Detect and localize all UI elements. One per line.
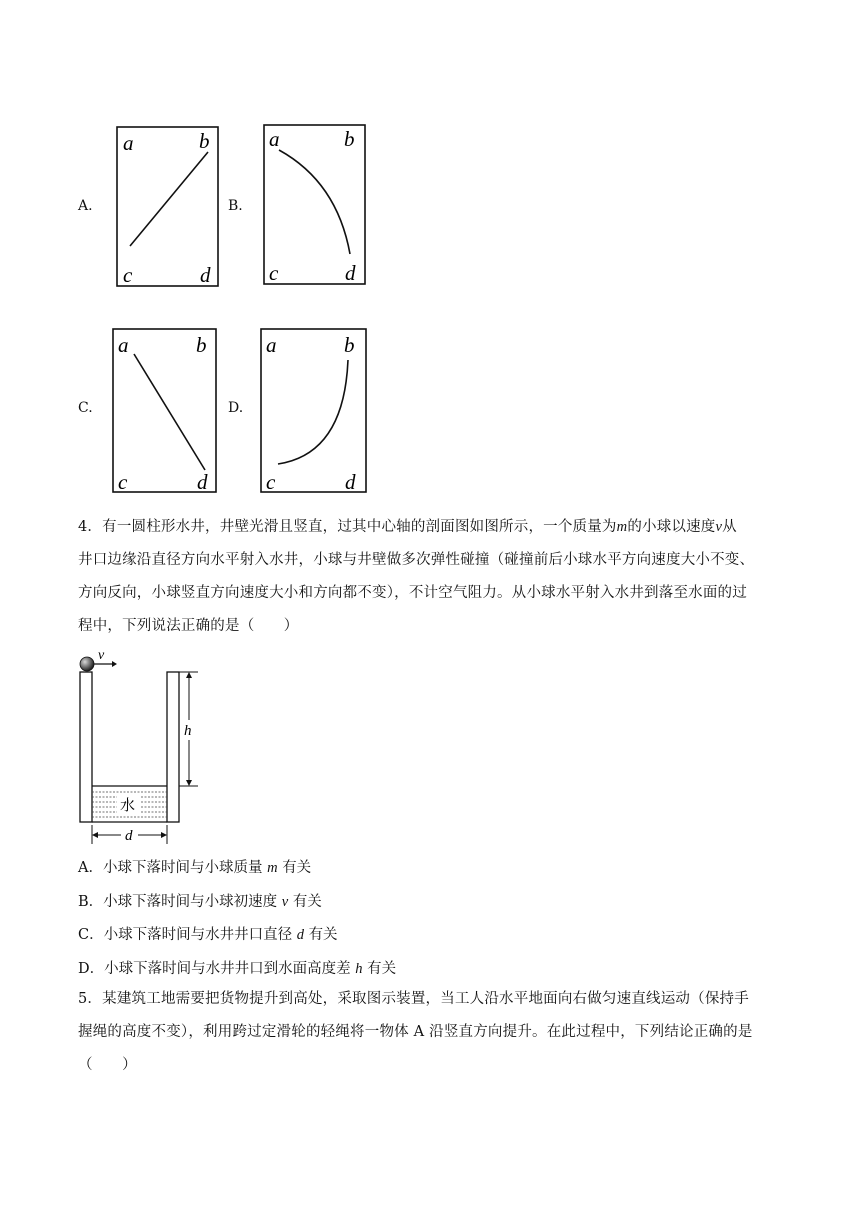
velocity-label: v [98, 648, 105, 663]
q5-stem [78, 983, 778, 1082]
var-v: v [715, 519, 723, 535]
q5-number: 5． [78, 991, 103, 1007]
q4-stem-line-4: 程中，下列说法正确的是（ ） [78, 618, 299, 634]
choice-text: C．小球下落时间与水井井口直径 [78, 927, 293, 943]
q4-choice-d[interactable] [78, 957, 396, 978]
diameter-label: d [125, 828, 133, 844]
water [92, 786, 167, 817]
corner-d: d [200, 263, 211, 287]
q5-text: 某建筑工地需要把货物提升到高处，采取图示装置，当工人沿水平地面向右做匀速直线运动（保持手 [102, 991, 749, 1007]
corner-c: c [269, 261, 279, 285]
choice-text: 有关 [282, 860, 312, 876]
var-v: v [281, 894, 289, 910]
q4-choice-a[interactable] [78, 856, 311, 877]
option-d-figure [260, 328, 368, 494]
corner-c: c [266, 470, 276, 494]
ball [80, 657, 94, 671]
corner-a: a [266, 333, 277, 357]
q4-stem-line-2: 井口边缘沿直径方向水平射入水井，小球与井壁做多次弹性碰撞（碰撞前后小球水平方向速度大小不变、 [78, 552, 755, 568]
right-wall [167, 672, 179, 822]
water-label: 水 [120, 796, 136, 814]
choice-text: D．小球下落时间与水井井口到水面高度差 [78, 961, 351, 977]
q4-choice-b[interactable] [78, 890, 322, 911]
q4-stem [78, 511, 778, 643]
q4-text: 从 [722, 519, 737, 535]
var-m: m [267, 860, 278, 876]
option-c-label: C. [78, 400, 93, 416]
q4-stem-line-1 [78, 511, 778, 544]
corner-d: d [197, 470, 208, 494]
corner-b: b [199, 129, 210, 153]
corner-a: a [118, 333, 129, 357]
option-c-figure [112, 328, 218, 494]
q4-stem-line-3: 方向反向，小球竖直方向速度大小和方向都不变），不计空气阻力。从小球水平射入水井到落至水面的过 [78, 585, 747, 601]
left-wall [80, 672, 92, 822]
choice-text: 有关 [367, 961, 397, 977]
corner-b: b [344, 333, 355, 357]
var-h: h [355, 961, 363, 977]
well-figure [76, 648, 216, 852]
q5-stem-line-3: （ ） [78, 1057, 137, 1073]
option-d-label: D. [228, 400, 244, 416]
corner-d: d [345, 470, 356, 494]
choice-text: B．小球下落时间与小球初速度 [78, 894, 278, 910]
corner-a: a [123, 131, 134, 155]
option-a-figure [116, 126, 220, 288]
corner-a: a [269, 127, 280, 151]
corner-c: c [118, 470, 128, 494]
corner-c: c [123, 263, 133, 287]
q4-choice-c[interactable] [78, 923, 338, 944]
q4-text: 的小球以速度 [627, 519, 716, 535]
q5-stem-line-1 [78, 983, 778, 1016]
corner-b: b [196, 333, 207, 357]
option-a-label: A. [78, 198, 93, 214]
choice-text: A．小球下落时间与小球质量 [78, 860, 263, 876]
choice-text: 有关 [292, 894, 322, 910]
height-label: h [184, 723, 192, 739]
q5-stem-line-2: 握绳的高度不变），利用跨过定滑轮的轻绳将一物体 A 沿竖直方向提升。在此过程中，下列结论正确的是 [78, 1024, 753, 1040]
var-d: d [296, 927, 304, 943]
option-b-figure [263, 124, 367, 286]
corner-d: d [345, 261, 356, 285]
q4-text: 有一圆柱形水井，井壁光滑且竖直，过其中心轴的剖面图如图所示，一个质量为 [102, 519, 617, 535]
corner-b: b [344, 127, 355, 151]
option-b-label: B. [228, 198, 243, 214]
var-m: m [616, 519, 628, 535]
q4-number: 4． [78, 519, 103, 535]
choice-text: 有关 [308, 927, 338, 943]
